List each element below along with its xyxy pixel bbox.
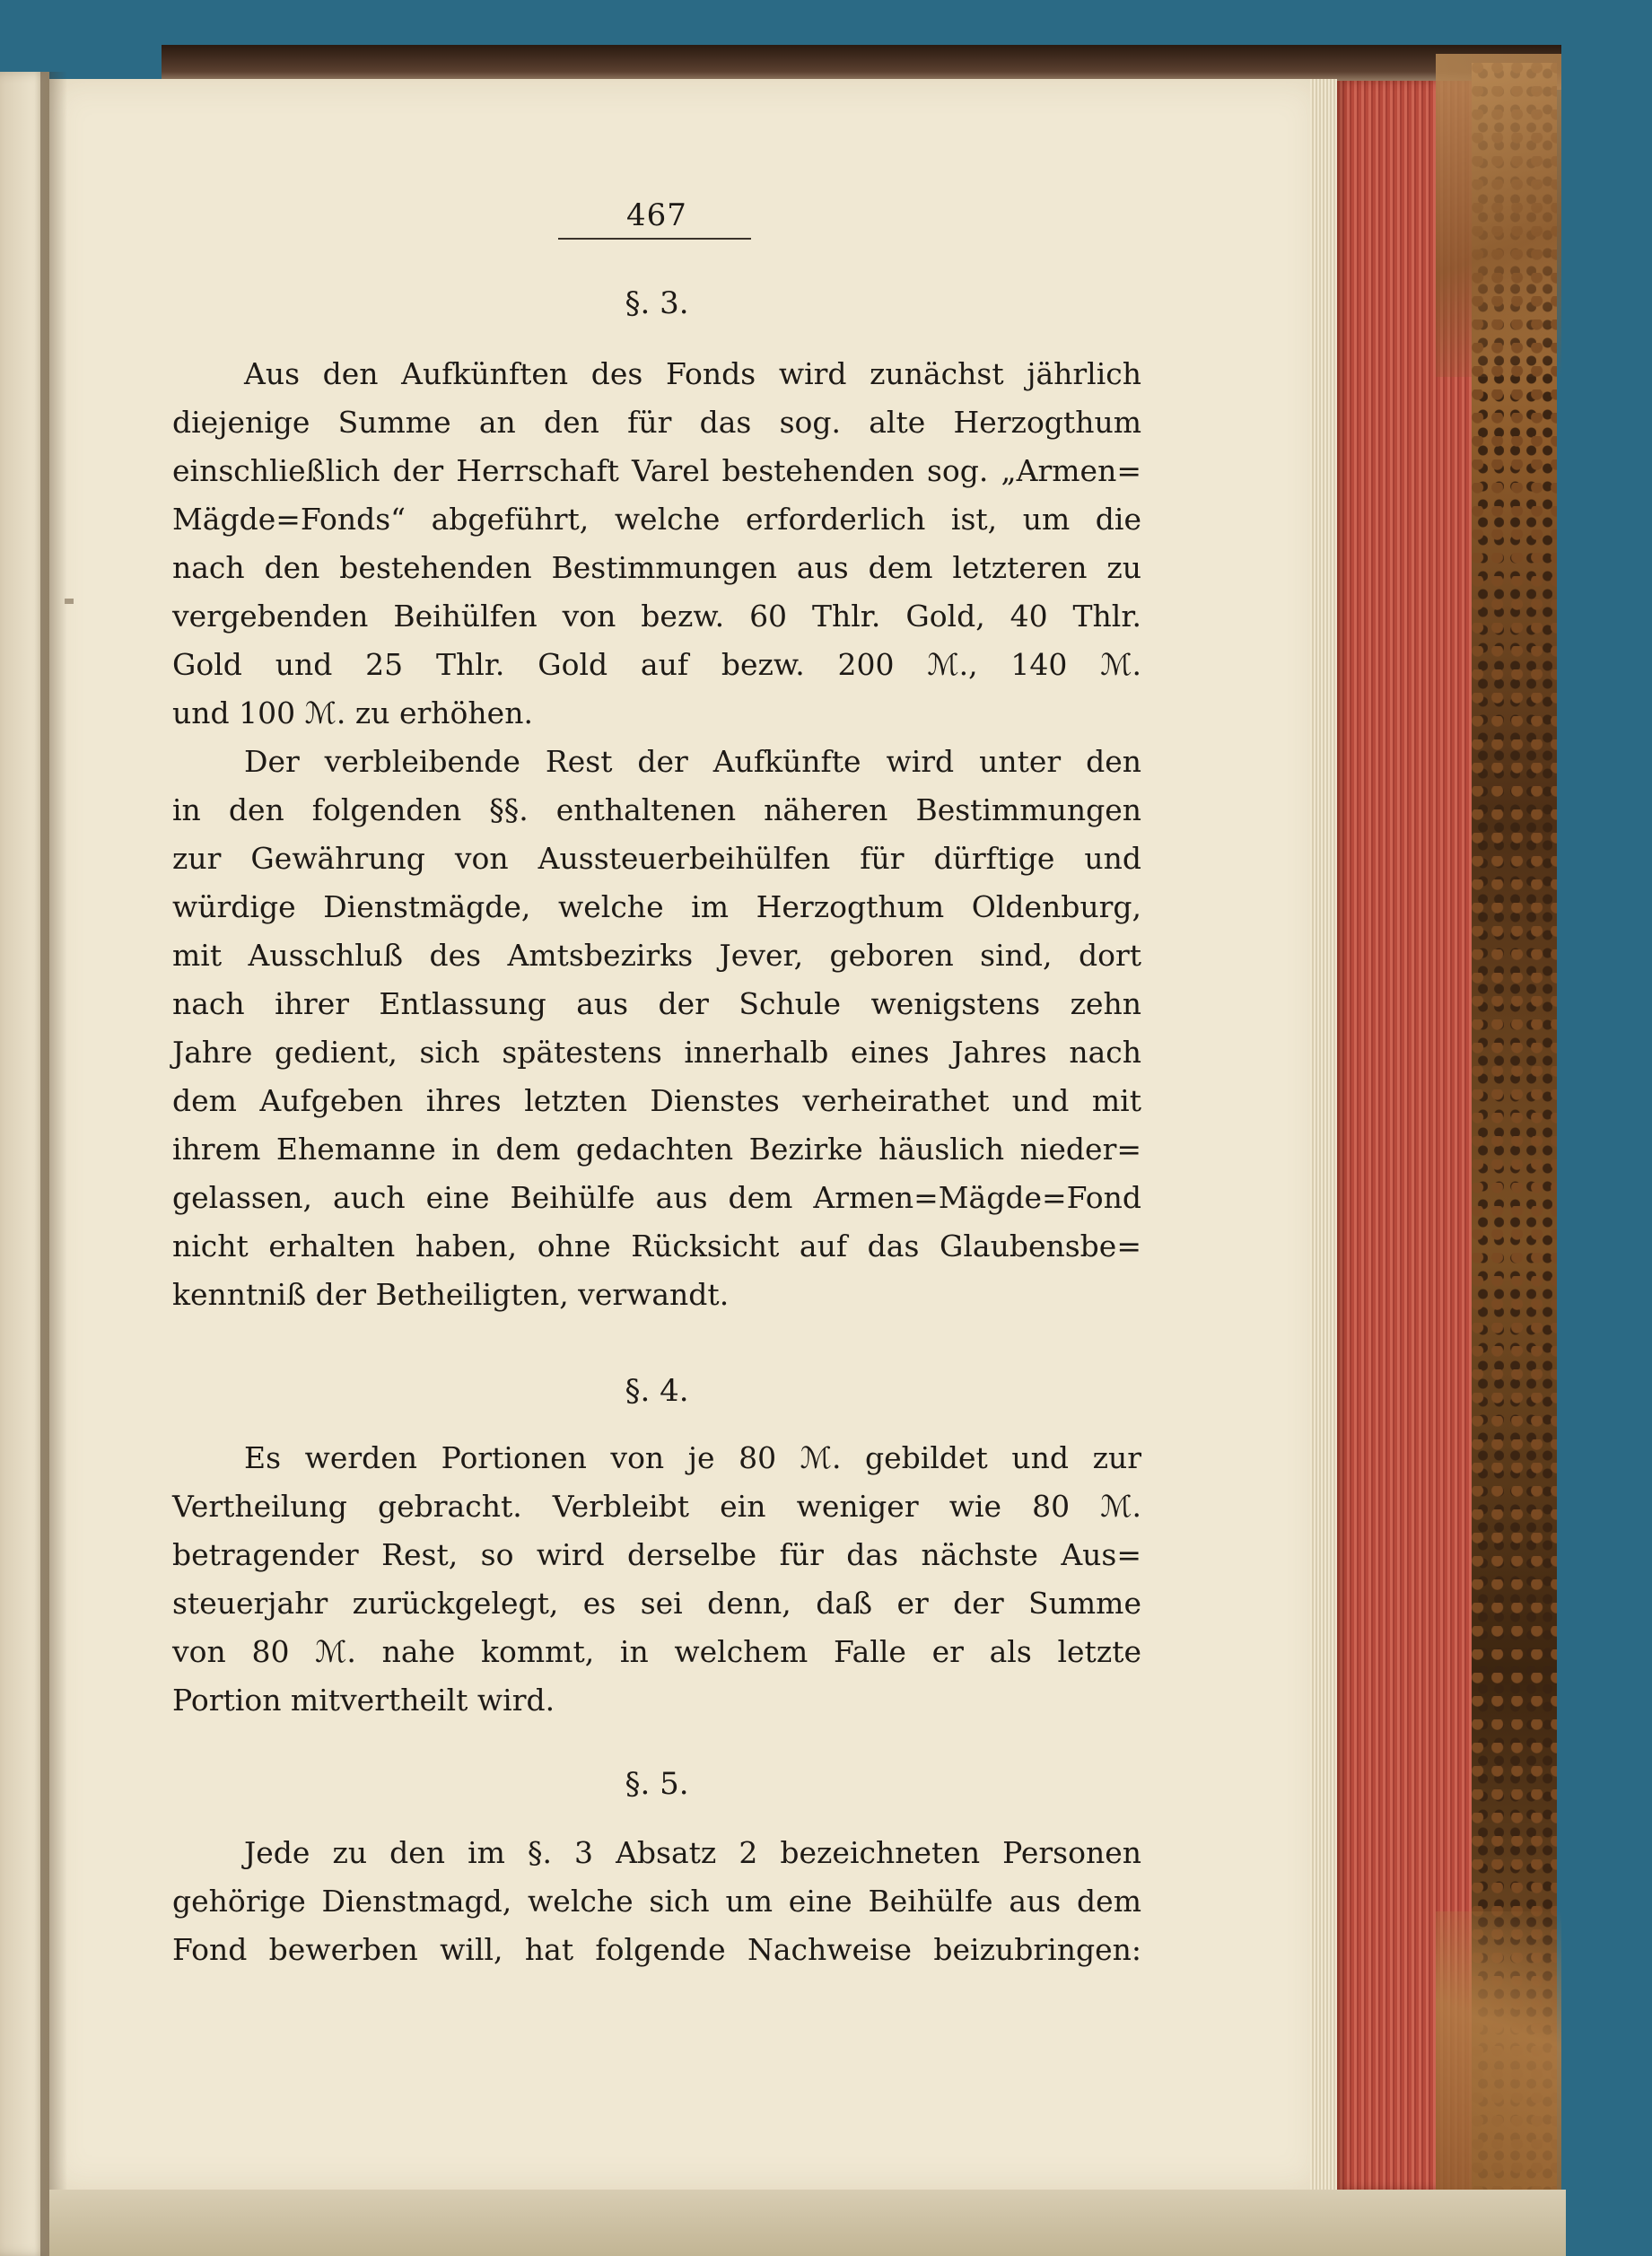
text-line: Aus den Aufkünften des Fonds wird zunächst jährlich [244, 356, 1141, 391]
text-line: Es werden Portionen von je 80 ℳ. gebildet und zur [244, 1440, 1141, 1475]
text-line: nach den bestehenden Bestimmungen aus dem letzteren zu [172, 550, 1141, 585]
page-gutter-shadow [40, 72, 67, 2256]
text-line: würdige Dienstmägde, welche im Herzogthum Oldenburg, [172, 889, 1141, 924]
page-edges [1310, 79, 1337, 2191]
red-page-block-edge [1337, 81, 1481, 2190]
text-line: zur Gewährung von Aussteuerbeihülfen für dürftige und [172, 841, 1141, 876]
paragraph-3-1 [172, 350, 1141, 738]
text-line: Portion mitvertheilt wird. [172, 1683, 555, 1718]
text-line: in den folgenden §§. enthaltenen näheren Bestimmungen [172, 792, 1141, 827]
section-heading-3: §. 3. [625, 285, 689, 321]
marbled-cover-board [1472, 63, 1557, 2208]
leather-corner-bottom [1436, 1911, 1561, 2208]
text-line: nach ihrer Entlassung aus der Schule wenigstens zehn [172, 986, 1141, 1021]
text-line: Der verbleibende Rest der Aufkünfte wird unter den [244, 744, 1141, 779]
bottom-page-edge [49, 2190, 1566, 2256]
text-line: nicht erhalten haben, ohne Rücksicht auf das Glaubensbe= [172, 1229, 1141, 1264]
page-number: 467 [626, 197, 687, 233]
text-line: Gold und 25 Thlr. Gold auf bezw. 200 ℳ., 140 ℳ. [172, 647, 1141, 682]
text-line: Mägde=Fonds“ abgeführt, welche erforderlich ist, um die [172, 502, 1141, 537]
section-heading-4: §. 4. [625, 1373, 689, 1409]
section-heading-5: §. 5. [625, 1766, 689, 1802]
text-line: Fond bewerben will, hat folgende Nachweise beizubringen: [172, 1932, 1141, 1967]
text-line: betragender Rest, so wird derselbe für das nächste Aus= [172, 1537, 1141, 1572]
margin-mark [65, 599, 74, 604]
text-line: und 100 ℳ. zu erhöhen. [172, 695, 533, 730]
text-line: Vertheilung gebracht. Verbleibt ein weniger wie 80 ℳ. [172, 1489, 1141, 1524]
text-line: von 80 ℳ. nahe kommt, in welchem Falle er als letzte [172, 1634, 1141, 1669]
text-line: vergebenden Beihülfen von bezw. 60 Thlr. Gold, 40 Thlr. [172, 599, 1141, 634]
header-rule [558, 238, 751, 240]
text-line: kenntniß der Betheiligten, verwandt. [172, 1277, 730, 1312]
paragraph-5-1 [172, 1829, 1141, 1974]
text-line: diejenige Summe an den für das sog. alte Herzogthum [172, 405, 1141, 440]
text-line: mit Ausschluß des Amtsbezirks Jever, geboren sind, dort [172, 938, 1141, 973]
text-line: steuerjahr zurückgelegt, es sei denn, daß er der Summe [172, 1586, 1141, 1621]
text-line: dem Aufgeben ihres letzten Dienstes verheirathet und mit [172, 1083, 1141, 1118]
text-line: Jede zu den im §. 3 Absatz 2 bezeichneten Personen [244, 1835, 1141, 1870]
text-line: Jahre gedient, sich spätestens innerhalb eines Jahres nach [172, 1035, 1141, 1070]
text-line: gehörige Dienstmagd, welche sich um eine Beihülfe aus dem [172, 1884, 1141, 1919]
text-line: ihrem Ehemanne in dem gedachten Bezirke häuslich nieder= [172, 1132, 1141, 1167]
paragraph-3-2 [172, 738, 1141, 1319]
paragraph-4-1 [172, 1434, 1141, 1725]
text-line: einschließlich der Herrschaft Varel bestehenden sog. „Armen= [172, 453, 1141, 488]
text-line: gelassen, auch eine Beihülfe aus dem Armen=Mägde=Fond [172, 1180, 1141, 1215]
leather-corner-top [1436, 54, 1561, 377]
